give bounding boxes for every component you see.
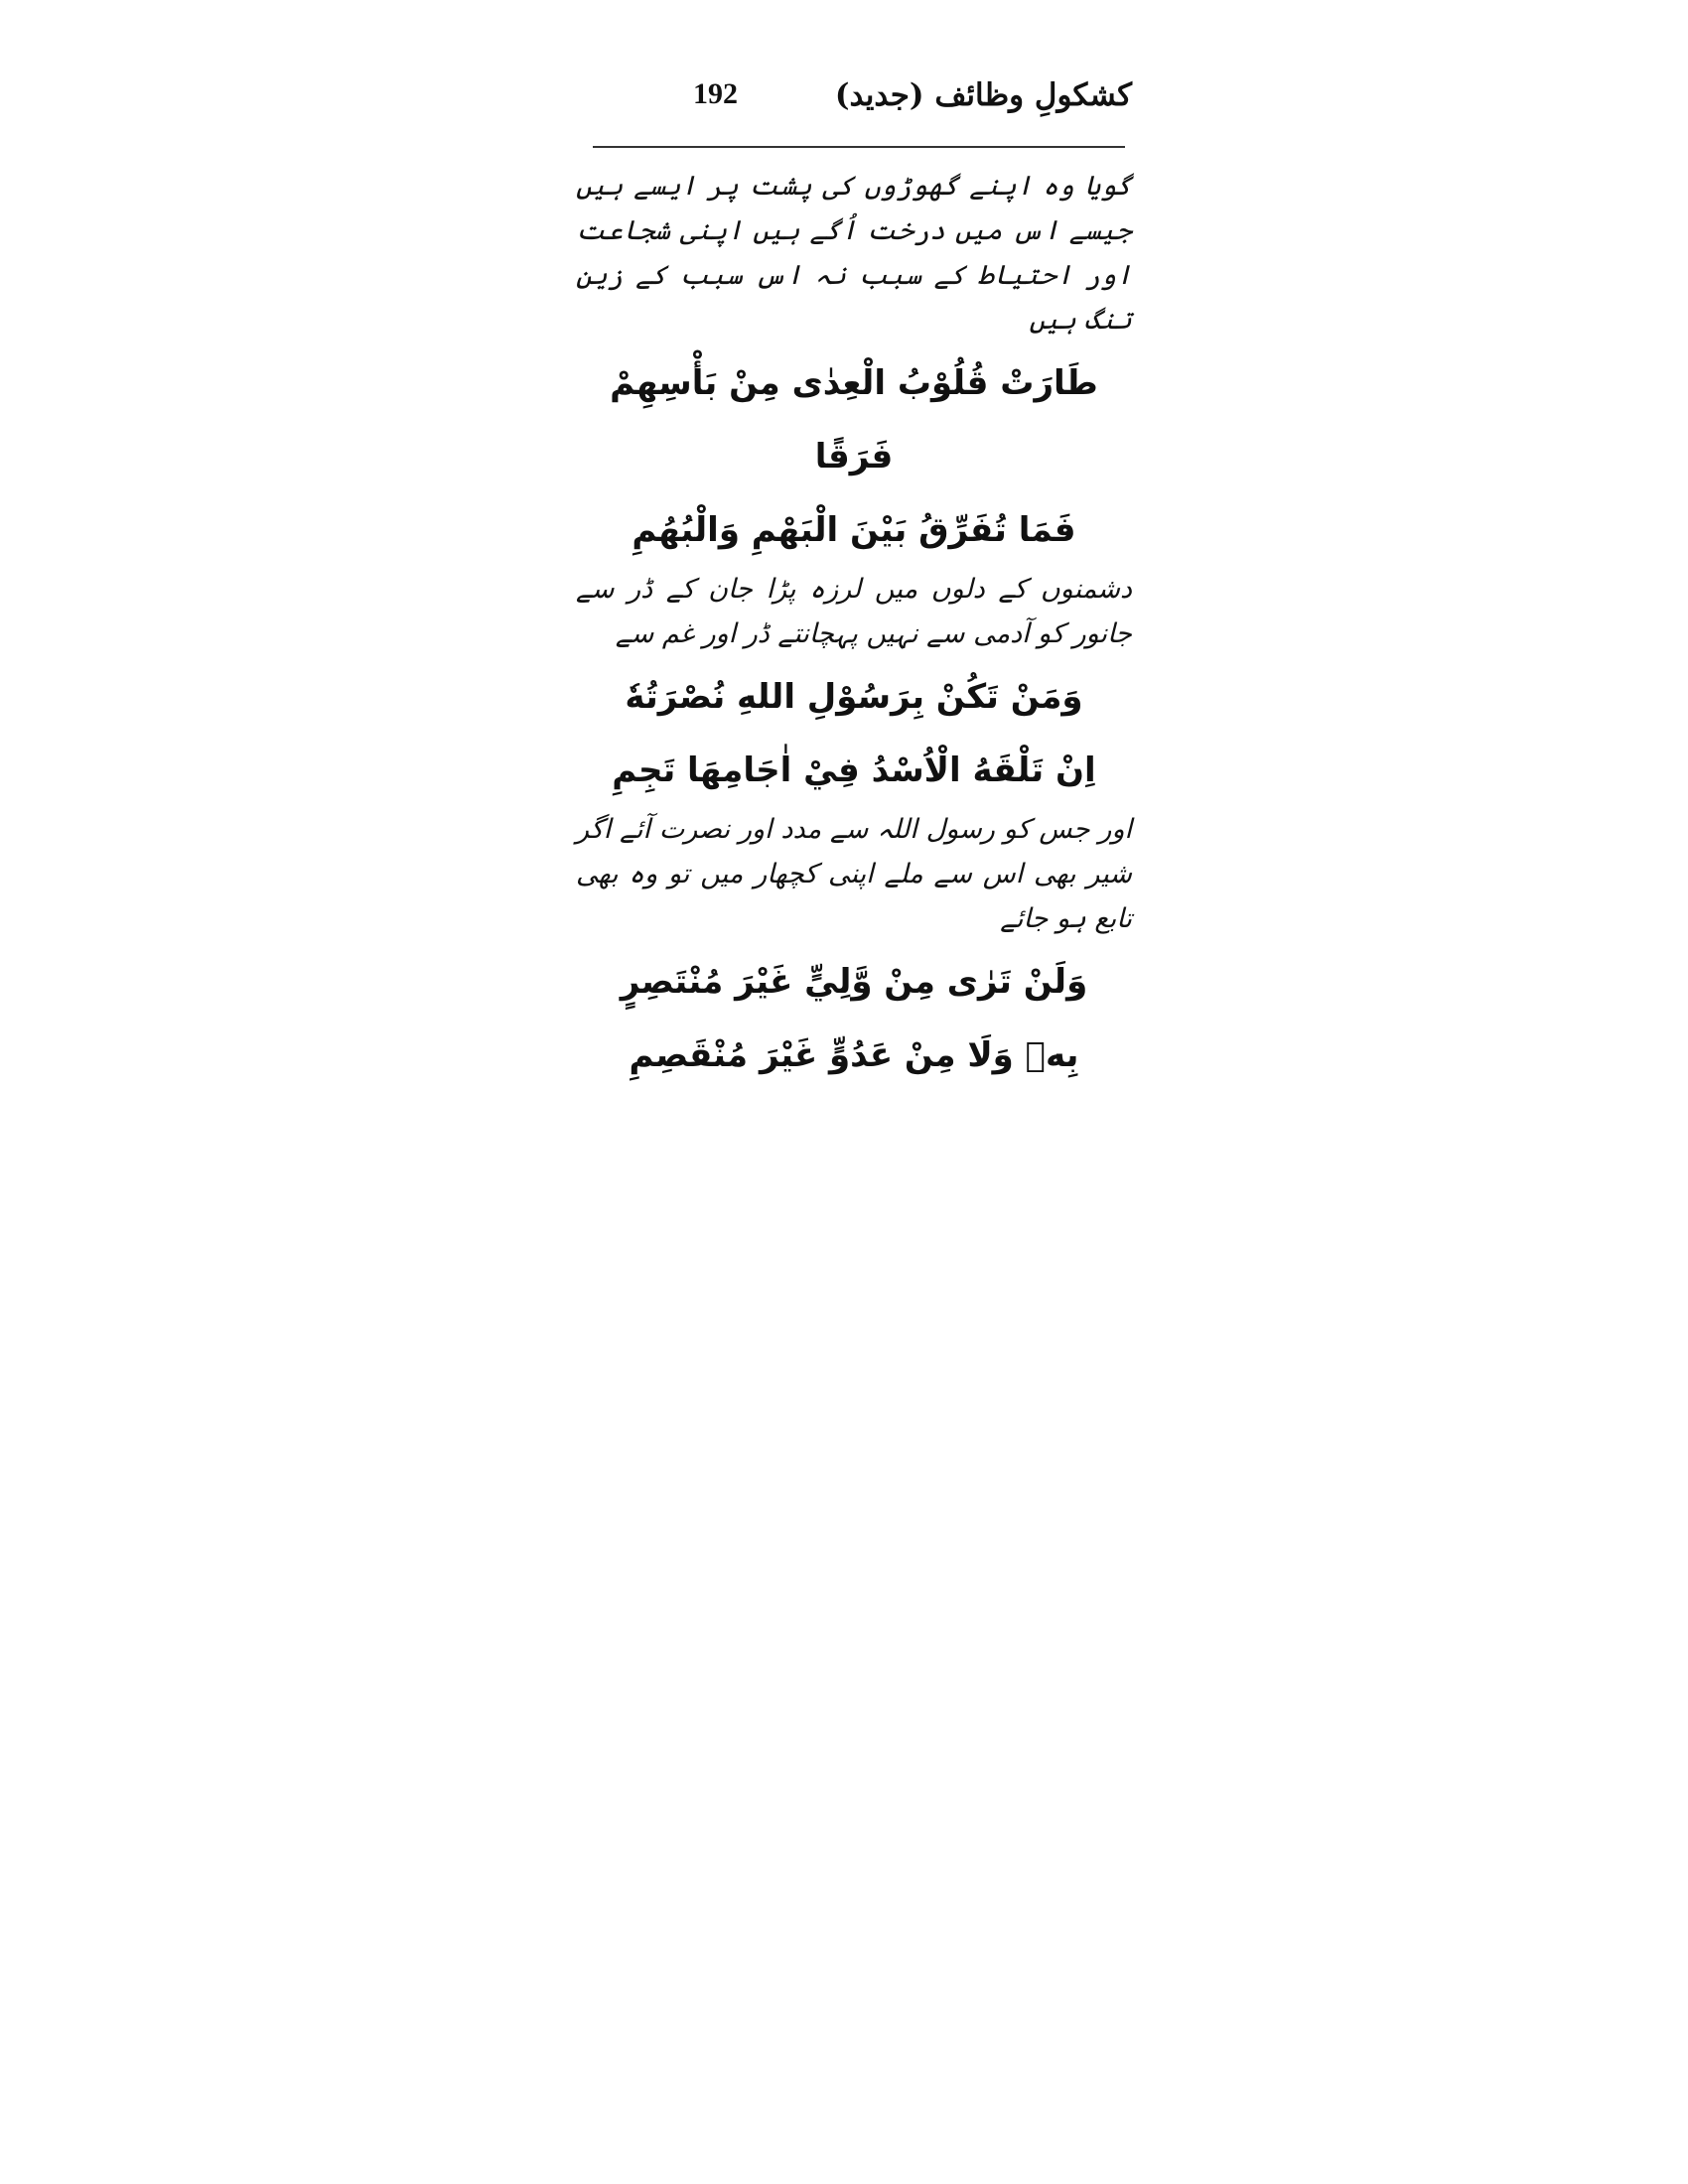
page-number: 192 [693, 77, 738, 110]
arabic-verse-2: فَمَا تُفَرِّقُ بَيْنَ الْبَهْمِ وَالْبُهُمِ [632, 510, 1076, 550]
arabic-verse-4: اِنْ تَلْقَهُ الْاُسْدُ فِيْ اٰجَامِهَا تَجِمِ [612, 751, 1096, 790]
prose-paragraph-3: اور جس کو رسول اللہ سے مدد اور نصرت آئے اگر شیر بھی اس سے ملے اپنی کچھار میں تو وہ بھی تابع ہو جائے [576, 814, 1132, 934]
page-header [586, 77, 1132, 137]
page-body [576, 164, 1132, 1092]
arabic-verse-6: بِهٖ وَلَا مِنْ عَدُوٍّ غَيْرَ مُنْقَصِمِ [629, 1035, 1079, 1075]
prose-paragraph-1: گویا وہ اپنے گھوڑوں کی پشت پر ایسے ہیں جیسے اس میں درخت اُگے ہیں اپنی شجاعت اور احتیاط کے سبب نہ اس سبب کے زین تنگ ہیں [576, 171, 1132, 336]
arabic-verse-3: وَمَنْ تَكُنْ بِرَسُوْلِ اللهِ نُصْرَتُهٗ [625, 677, 1083, 717]
book-title: کشکولِ وظائف (جدید) [834, 77, 1132, 113]
prose-paragraph-2: دشمنوں کے دلوں میں لرزہ پڑا جان کے ڈر سے جانور کو آدمی سے نہیں پہچانتے ڈر اور غم سے [576, 574, 1132, 649]
header-divider [593, 146, 1125, 148]
arabic-verse-5: وَلَنْ تَرٰى مِنْ وَّلِيٍّ غَيْرَ مُنْتَصِرٍ [620, 962, 1088, 1002]
arabic-verse-1: طَارَتْ قُلُوْبُ الْعِدٰى مِنْ بَأْسِهِمْ فَرَقًا [610, 363, 1098, 477]
